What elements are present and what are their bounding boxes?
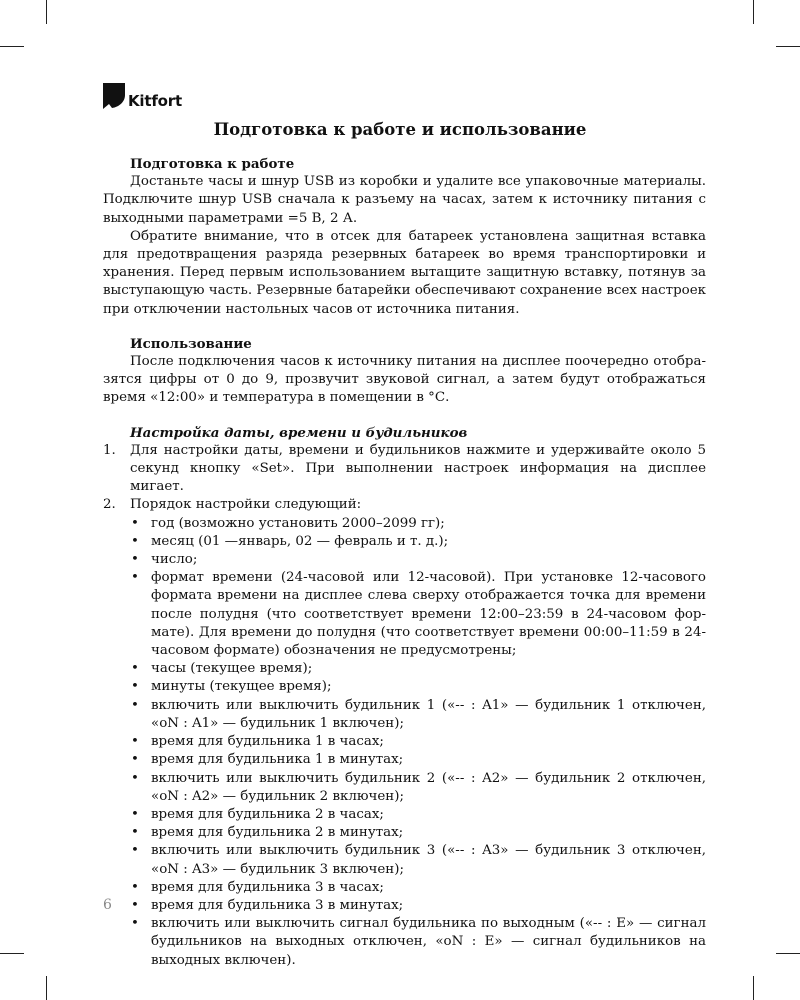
crop-mark [0, 46, 24, 47]
bullet-icon: • [131, 734, 139, 750]
bullet-icon: • [131, 697, 139, 713]
bullet-item [130, 678, 706, 696]
prep-paragraph: Достаньте часы и шнур USB из коробки и удалите все упаковочные материалы. Подключите шнур USB сначала к разъему на часах, затем к источнику питания с выходными параметрами =5 В, 2 А. [103, 174, 706, 226]
bullet-item [130, 842, 706, 878]
kitfort-logo [103, 82, 182, 110]
bullet-item [130, 533, 706, 551]
bullet-item [130, 697, 706, 733]
bullet-icon: • [131, 916, 139, 932]
bullet-item [130, 551, 706, 569]
bullet-icon: • [131, 552, 139, 568]
list-number: 2. [103, 497, 116, 513]
bullet-item [130, 897, 706, 915]
list-text: Для настройки даты, времени и будильников нажмите и удерживайте около 5 секунд кнопку «Set». При выполнении настроек информация на дисплее мигает. [130, 442, 706, 495]
bullet-icon: • [131, 897, 139, 913]
bullet-text: время для будильника 2 в минутах; [151, 825, 404, 841]
page-number: 6 [103, 897, 112, 913]
bullet-icon: • [131, 515, 139, 531]
bullet-item [130, 806, 706, 824]
kitfort-logo-icon [103, 83, 125, 109]
bullet-text: время для будильника 2 в часах; [151, 806, 384, 822]
crop-mark [46, 0, 47, 24]
bullet-text: число; [151, 552, 198, 568]
list-number: 1. [103, 442, 116, 458]
bullet-icon: • [131, 570, 139, 586]
crop-mark [776, 953, 800, 954]
bullet-text: включить или выключить будильник 3 («-- : A3» — будильник 3 отключен, «oN : A3» — будильник 3 включен); [151, 843, 706, 877]
bullet-text: включить или выключить будильник 2 («-- : A2» — будильник 2 отключен, «oN : A2» — будильник 2 включен); [151, 770, 706, 804]
crop-mark [753, 0, 754, 24]
list-item [103, 496, 706, 969]
bullet-item [130, 824, 706, 842]
bullet-text: время для будильника 1 в минутах; [151, 752, 404, 768]
bullet-icon: • [131, 770, 139, 786]
bullet-item [130, 660, 706, 678]
bullet-icon: • [131, 752, 139, 768]
bullet-item [130, 569, 706, 660]
bullet-text: месяц (01 —январь, 02 — февраль и т. д.); [151, 533, 449, 549]
usage-heading: Использование [130, 335, 252, 352]
settings-list [103, 442, 706, 970]
brand-name: Kitfort [128, 92, 182, 110]
bullet-icon: • [131, 825, 139, 841]
bullet-icon: • [131, 843, 139, 859]
bullet-text: включить или выключить сигнал будильника по выходным («-- : E» — сигнал будильников на выходных отключен, «oN : E» — сигнал будильников на выходных включен). [151, 916, 706, 968]
bullet-item [130, 515, 706, 533]
bullet-item [130, 751, 706, 769]
page-title: Подготовка к работе и использование [213, 120, 587, 139]
crop-mark [46, 976, 47, 1000]
bullet-text: время для будильника 3 в часах; [151, 879, 384, 895]
list-text: Порядок настройки следующий: [130, 497, 362, 513]
document-body [103, 155, 706, 970]
bullet-text: минуты (текущее время); [151, 679, 332, 695]
bullet-item [130, 915, 706, 970]
bullet-text: время для будильника 3 в минутах; [151, 897, 404, 913]
bullet-icon: • [131, 679, 139, 695]
bullet-item [130, 879, 706, 897]
prep-paragraph: Обратите внимание, что в отсек для батареек установлена защитная вставка для предотвращения разряда резервных батареек во время транспортировки и хранения. Перед первым использованием вытащите защитную вставку, потянув за выступающую часть. Резервные батарейки обеспечивают сохранение всех настроек при отключении настольных часов от источника питания. [103, 228, 706, 317]
crop-mark [0, 953, 24, 954]
crop-mark [753, 976, 754, 1000]
bullet-icon: • [131, 533, 139, 549]
usage-paragraph: После подключения часов к источнику питания на дисплее поочередно отобразятся цифры от 0 до 9, прозвучит звуковой сигнал, а затем будут отображаться время «12:00» и температура в помещении в °С. [103, 354, 706, 406]
settings-heading: Настройка даты, времени и будильников [130, 424, 468, 441]
bullet-text: год (возможно установить 2000–2099 гг); [151, 515, 445, 531]
bullet-item [130, 733, 706, 751]
list-item [103, 442, 706, 497]
bullet-icon: • [131, 806, 139, 822]
bullet-text: время для будильника 1 в часах; [151, 734, 384, 750]
settings-bullet-list [130, 515, 706, 970]
crop-mark [776, 46, 800, 47]
bullet-icon: • [131, 879, 139, 895]
prep-heading: Подготовка к работе [130, 156, 295, 172]
bullet-text: формат времени (24-часовой или 12-часовой). При установке 12-часового формата времени на дисплее слева сверху отображается точка для времени после полудня (что соответствует времени 12:00–23:59 в 24-часовом формате). Для времени до полудня (что соответствует времени 00:00–11:59 в 24-часовом формате) обозначения не предусмотрены; [151, 570, 706, 659]
bullet-text: включить или выключить будильник 1 («-- : A1» — будильник 1 отключен, «oN : A1» — будильник 1 включен); [151, 697, 706, 731]
bullet-item [130, 770, 706, 806]
bullet-icon: • [131, 661, 139, 677]
bullet-text: часы (текущее время); [151, 661, 313, 677]
